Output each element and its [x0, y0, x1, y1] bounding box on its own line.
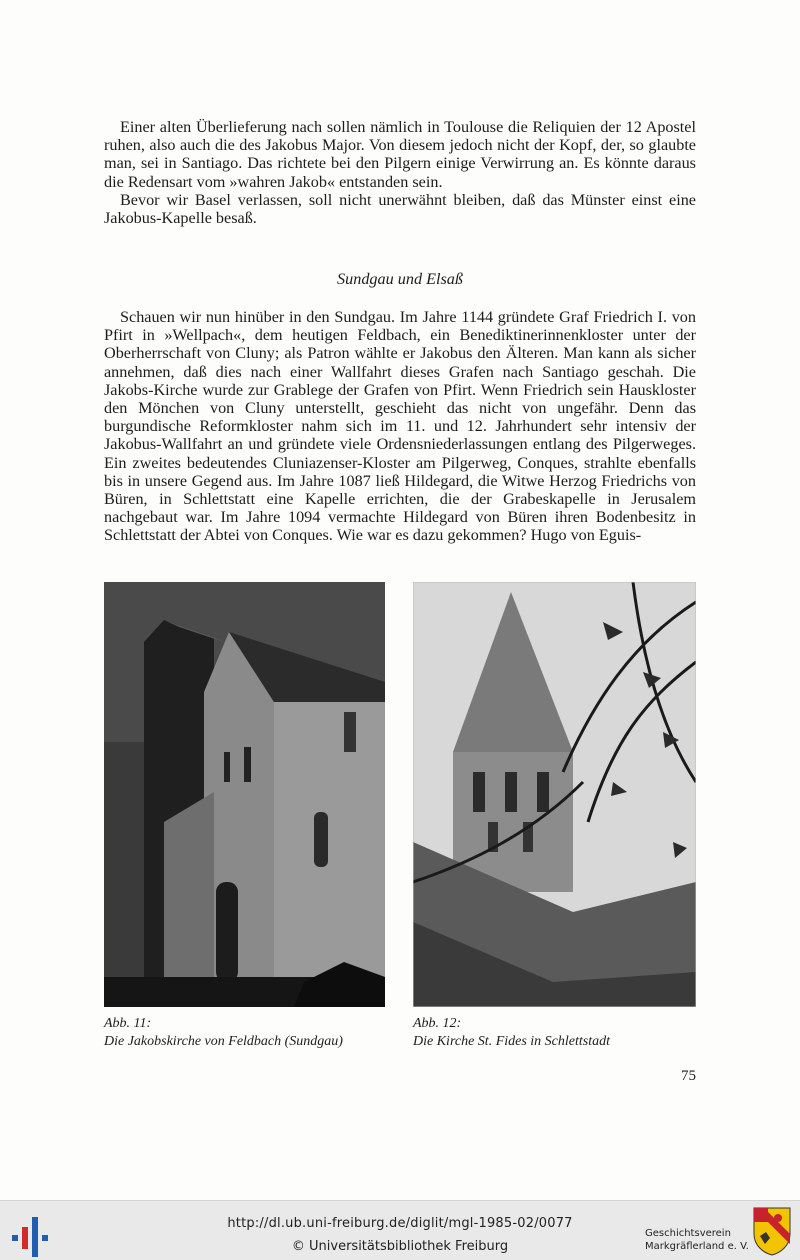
- organization-line: Markgräflerland e. V.: [645, 1241, 749, 1252]
- figure-caption-text: Die Kirche St. Fides in Schlettstadt: [413, 1034, 611, 1049]
- figure-caption-11: [104, 1015, 404, 1051]
- photo-st-fides-church: [413, 582, 696, 1007]
- text-block-bottom: [104, 308, 696, 545]
- footer-bar: [0, 1200, 800, 1260]
- paragraph: Einer alten Überlieferung nach sollen nämlich in Toulouse die Reliquien der 12 Apostel ruhen, also auch die des Jakobus Major. Von diesem jedoch nicht der Kopf, der, so glaubte man, sei in Santiago. Das richtete bei den Pilgern einige Verwirrung an. Es könnte daraus die Redensart vom »wahren Jakob« entstanden sein.: [104, 118, 696, 191]
- church-photo-illustration: [104, 582, 385, 1007]
- paragraph: Schauen wir nun hinüber in den Sundgau. Im Jahre 1144 gründete Graf Friedrich I. von Pfirt in »Wellpach«, dem heutigen Feldbach, ein Benediktinerinnenkloster unter der Oberherrschaft von Cluny; als Patron wählte er Jakobus den Älteren. Man kann als sicher annehmen, daß dies nach einer Wallfahrt dieses Grafen nach Santiago geschah. Die Jakobs-Kirche wurde zur Grablege der Grafen von Pfirt. Wenn Friedrich sein Hauskloster den Mönchen von Cluny unterstellt, geschieht das nicht von ungefähr. Denn das burgundische Reformkloster nahm sich im 11. und 12. Jahrhundert sehr intensiv der Jakobus-Wallfahrt an und gründete viele Ordensniederlassungen entlang des Pilgerweges. Ein zweites bedeutendes Cluniazenser-Kloster am Pilgerweg, Conques, strahlte ebenfalls bis in unsere Gegend aus. Im Jahre 1087 ließ Hildegard, die Witwe Herzog Friedrichs von Büren, in Schlettstatt eine Kapelle errichten, die der Grabeskapelle in Jerusalem nachgebaut war. Im Jahre 1094 vermachte Hildegard von Büren ihren Bodenbesitz in Schlettstatt der Abtei von Conques. Wie war es dazu gekommen? Hugo von Eguis-: [104, 308, 696, 545]
- photo-feldbach-church: [104, 582, 385, 1007]
- figure-caption-text: Die Jakobskirche von Feldbach (Sundgau): [104, 1034, 343, 1049]
- organization-line: Geschichtsverein: [645, 1228, 731, 1239]
- organization-name: [645, 1227, 749, 1253]
- figure-label: Abb. 11:: [104, 1016, 152, 1031]
- figure-caption-12: [413, 1015, 713, 1051]
- church-photo-illustration: [413, 582, 696, 1007]
- permalink-url[interactable]: http://dl.ub.uni-freiburg.de/diglit/mgl-1985-02/0077: [227, 1216, 573, 1231]
- coat-of-arms-icon: [752, 1206, 792, 1256]
- page-number: 75: [681, 1068, 696, 1084]
- copyright-notice: © Universitätsbibliothek Freiburg: [291, 1239, 509, 1254]
- text-block-top: [104, 118, 696, 227]
- paragraph: Bevor wir Basel verlassen, soll nicht unerwähnt bleiben, daß das Münster einst eine Jakobus-Kapelle besaß.: [104, 190, 696, 228]
- figure-label: Abb. 12:: [413, 1016, 462, 1031]
- section-heading: Sundgau und Elsaß: [337, 270, 463, 288]
